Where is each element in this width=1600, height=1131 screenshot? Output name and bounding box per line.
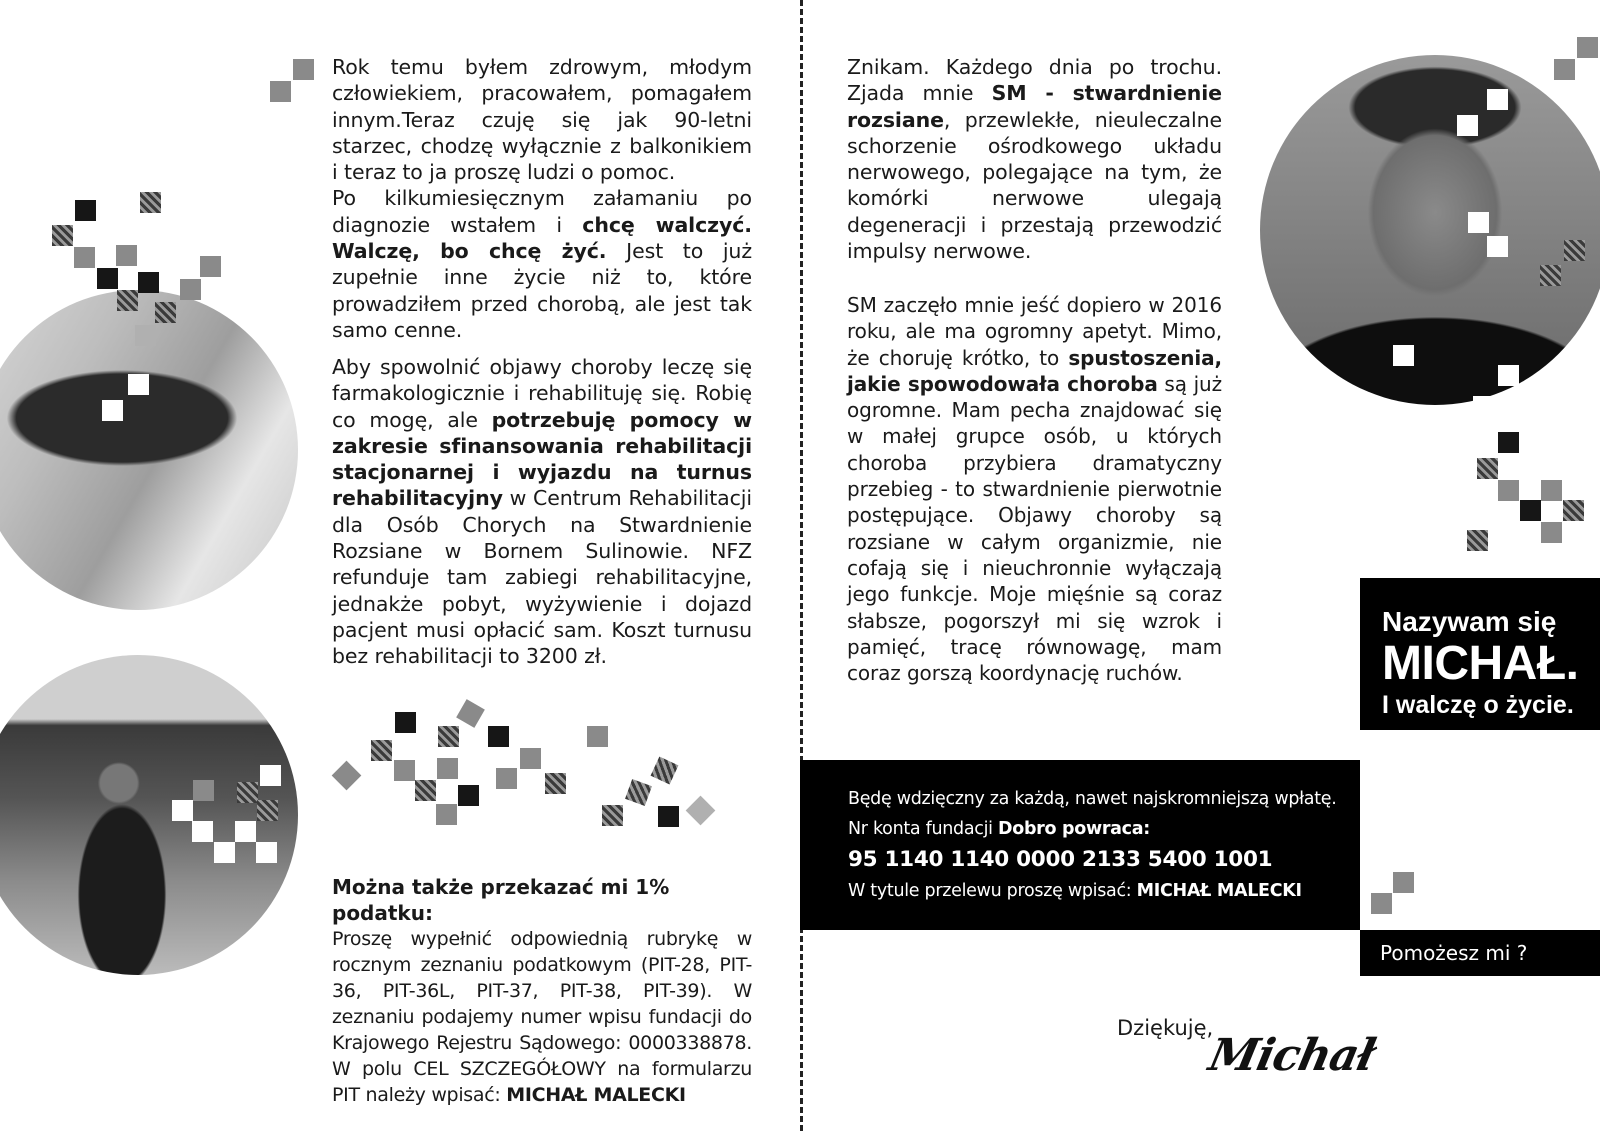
headline-name: MICHAŁ. bbox=[1382, 637, 1579, 690]
fold-divider bbox=[800, 0, 803, 1131]
account-number: 95 1140 1140 0000 2133 5400 1001 bbox=[848, 847, 1273, 872]
right-paragraph-2: SM zaczęło mnie jeść dopiero w 2016 roku, ale ma ogromny apetyt. Mimo, że choruję krótko, to spustoszenia, jakie spowodowała choroba są już ogromne. Mam pecha znajdować się w małej grupce osób, u których choroba przybiera dramatyczny przebieg - to stwardnienie pierwotnie postępujące. Objawy choroby są rozsiane w całym organizmie, nie cofają się i nieuchronnie wyłączają jego funkcje. Moje mięśnie są coraz słabsze, pogorszył mi się wzrok i pamięć, tracę równowagę, mam coraz gorszą koordynację ruchów. bbox=[847, 293, 1223, 686]
question-box bbox=[1360, 930, 1600, 976]
tax-body: Proszę wypełnić odpowiednią rubrykę w rocznym zeznaniu podatkowym (PIT-28, PIT-36, PIT-36L, PIT-37, PIT-38, PIT-39). W zeznaniu podajemy numer wpisu fundacji do Krajowego Rejestru Sądowego: 0000338878. W polu CEL SZCZEGÓŁOWY na formularzu PIT należy wpisać: MICHAŁ MALECKI bbox=[332, 928, 752, 1106]
tax-heading: Można także przekazać mi 1% podatku: bbox=[332, 875, 670, 925]
headline-box bbox=[1360, 578, 1600, 730]
left-paragraph-1: Rok temu byłem zdrowym, młodym człowiekiem, pracowałem, pomagałem innym.Teraz czuję się jak 90-letni starzec, chodzę wyłącznie z balkonikiem i teraz to ja proszę ludzi o pomoc. Po kilkumiesięcznym załamaniu po diagnozie wstałem i chcę walczyć. Walczę, bo chcę żyć. Jest to już zupełnie inne życie niż to, które prowadziłem przed chorobą, ale jest tak samo cenne. bbox=[332, 55, 752, 342]
donation-line-2: Nr konta fundacji Dobro powraca: bbox=[848, 819, 1150, 839]
left-paragraph-2: Aby spowolnić objawy choroby leczę się farmakologicznie i rehabilituję się. Robię co mogę, ale potrzebuję pomocy w zakresie sfinansowania rehabilitacji stacjonarnej i wyjazdu na turnus rehabilitacyjny w Centrum Rehabilitacji dla Osób Chorych na Stwardnienie Rozsiane w Bornem Sulinowie. NFZ refunduje tam zabiegi rehabilitacyjne, jednakże pobyt, wyżywienie i dojazd pacjent musi opłacić sam. Koszt turnusu bez rehabilitacji to 3200 zł. bbox=[332, 355, 752, 669]
thanks-text: Dziękuję, bbox=[1117, 1016, 1214, 1040]
donation-box bbox=[800, 760, 1360, 930]
headline-line1: Nazywam się bbox=[1382, 606, 1557, 637]
photo-portrait bbox=[1260, 55, 1600, 405]
signature: Michał bbox=[1204, 1030, 1380, 1081]
question-text: Pomożesz mi ? bbox=[1380, 941, 1528, 965]
headline-line3: I walczę o życie. bbox=[1382, 691, 1574, 719]
right-paragraph-1: Znikam. Każdego dnia po trochu. Zjada mnie SM - stwardnienie rozsiane, przewlekłe, nieuleczalne schorzenie ośrodkowego układu nerwowego, polegające na tym, że komórki nerwowe ulegają degeneracji i przestają przewodzić impulsy nerwowe. bbox=[847, 55, 1222, 264]
donation-line-1: Będę wdzięczny za każdą, nawet najskromniejszą wpłatę. bbox=[848, 789, 1337, 809]
tax-section bbox=[332, 874, 752, 1108]
donation-line-4: W tytule przelewu proszę wpisać: MICHAŁ MALECKI bbox=[848, 881, 1302, 901]
photo-outdoor bbox=[0, 655, 298, 975]
